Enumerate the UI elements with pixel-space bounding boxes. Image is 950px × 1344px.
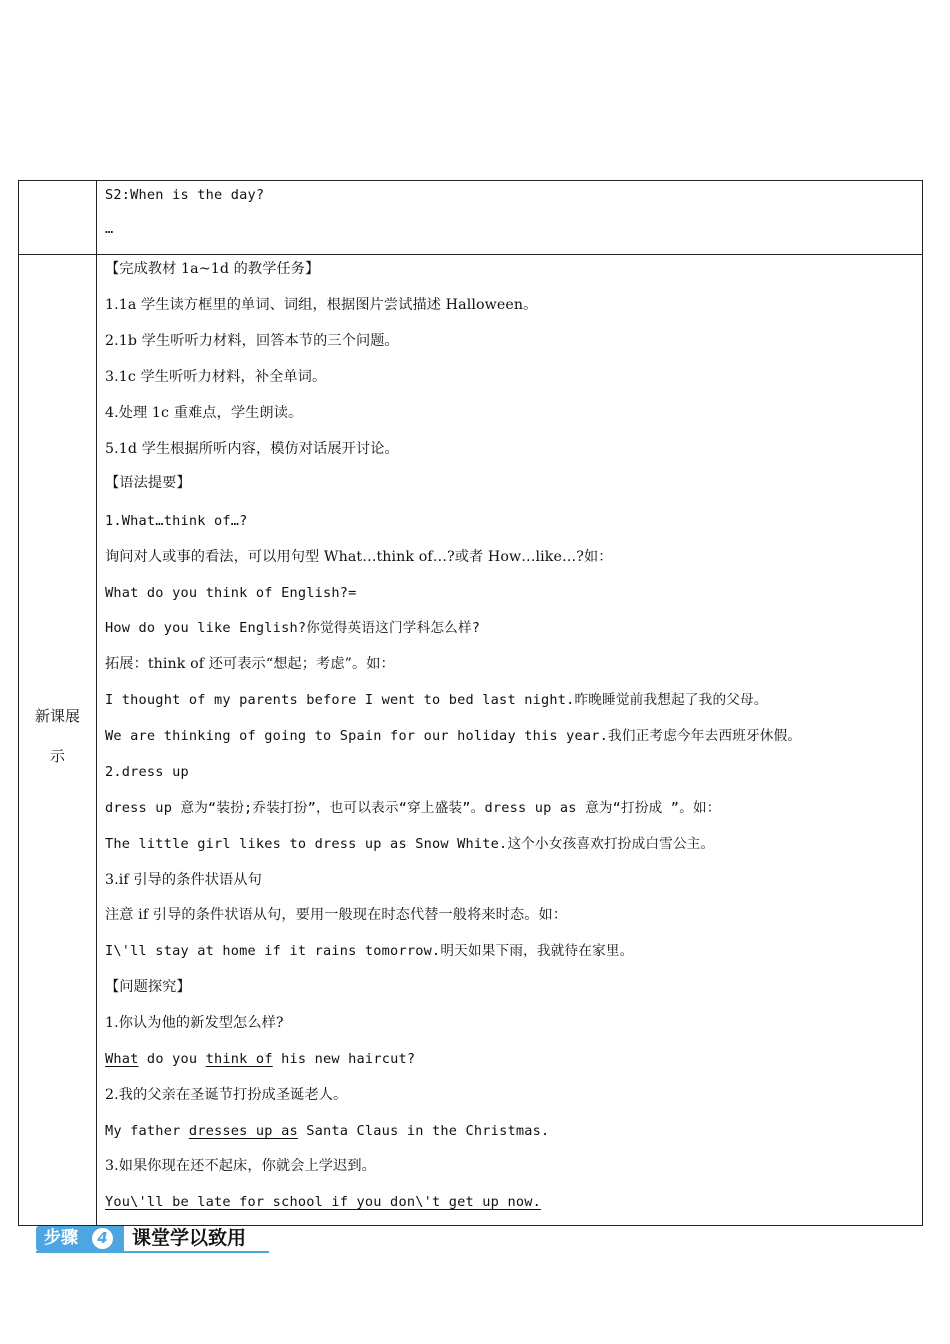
answer-underlined: What [105, 1051, 139, 1067]
section-heading: 【完成教材 1a~1d 的教学任务】 [105, 261, 320, 277]
grammar-line: 1.What…think of…? [105, 513, 248, 529]
grammar-line: 注意 if 引导的条件状语从句，要用一般现在时态代替一般将来时态。如： [105, 907, 568, 923]
question-line: 1.你认为他的新发型怎么样? [105, 1015, 284, 1031]
step-underline [36, 1251, 269, 1253]
example-line: We are thinking of going to Spain for our holiday this year.我们正考虑今年去西班牙休假。 [105, 728, 802, 744]
answer-underlined: think of [205, 1051, 273, 1067]
answer-text: do you [138, 1051, 206, 1067]
answer-text: Santa Claus in the Christmas. [297, 1123, 550, 1139]
grammar-line: 拓展：think of 还可表示“想起；考虑”。如： [105, 656, 395, 672]
lesson-plan-table [18, 180, 923, 1226]
question-line: 3.如果你现在还不起床，你就会上学迟到。 [105, 1158, 376, 1174]
answer-line [105, 1121, 549, 1141]
row-label-line2: 示 [49, 747, 65, 765]
answer-line [105, 1049, 415, 1069]
dialogue-line: S2:When is the day? [105, 187, 265, 203]
step-number-badge: 4 [92, 1228, 113, 1249]
section-heading: 【问题探究】 [105, 979, 191, 995]
row-divider [19, 254, 922, 255]
task-line: 4.处理 1c 重难点，学生朗读。 [105, 405, 303, 421]
task-line: 2.1b 学生听听力材料，回答本节的三个问题。 [105, 333, 399, 349]
task-line: 1.1a 学生读方框里的单词、词组，根据图片尝试描述 Halloween。 [105, 297, 538, 313]
example-line: What do you think of English?= [105, 585, 357, 601]
column-divider [96, 181, 97, 1225]
grammar-line: 2.dress up [105, 764, 189, 780]
task-line: 3.1c 学生听听力材料，补全单词。 [105, 369, 327, 385]
answer-text: My father [105, 1123, 189, 1139]
grammar-line: dress up 意为“装扮;乔装打扮”，也可以表示“穿上盛装”。dress up as 意为“打扮成 ”。如： [105, 800, 721, 816]
answer-underlined: dresses up as [188, 1123, 298, 1139]
row-label-line1: 新课展 [34, 707, 80, 725]
example-line: I\'ll stay at home if it rains tomorrow.明天如果下雨，我就待在家里。 [105, 943, 634, 959]
grammar-line: 3.if 引导的条件状语从句 [105, 872, 262, 888]
ellipsis-line: … [105, 221, 114, 237]
question-line: 2.我的父亲在圣诞节打扮成圣诞老人。 [105, 1087, 348, 1103]
example-line: The little girl likes to dress up as Snow White.这个小女孩喜欢打扮成白雪公主。 [105, 836, 715, 852]
step-title: 课堂学以致用 [132, 1227, 247, 1249]
step-tag: 步骤 [36, 1226, 124, 1251]
example-line: How do you like English?你觉得英语这门学科怎么样? [105, 620, 481, 636]
example-line: I thought of my parents before I went to bed last night.昨晚睡觉前我想起了我的父母。 [105, 692, 768, 708]
step-header [36, 1226, 269, 1253]
grammar-line: 询问对人或事的看法，可以用句型 What…think of…?或者 How…like…?如： [105, 549, 613, 565]
answer-line: You\'ll be late for school if you don\'t get up now. [105, 1194, 541, 1210]
task-line: 5.1d 学生根据所听内容，模仿对话展开讨论。 [105, 441, 399, 457]
section-heading: 【语法提要】 [105, 475, 191, 491]
answer-text: his new haircut? [272, 1051, 416, 1067]
